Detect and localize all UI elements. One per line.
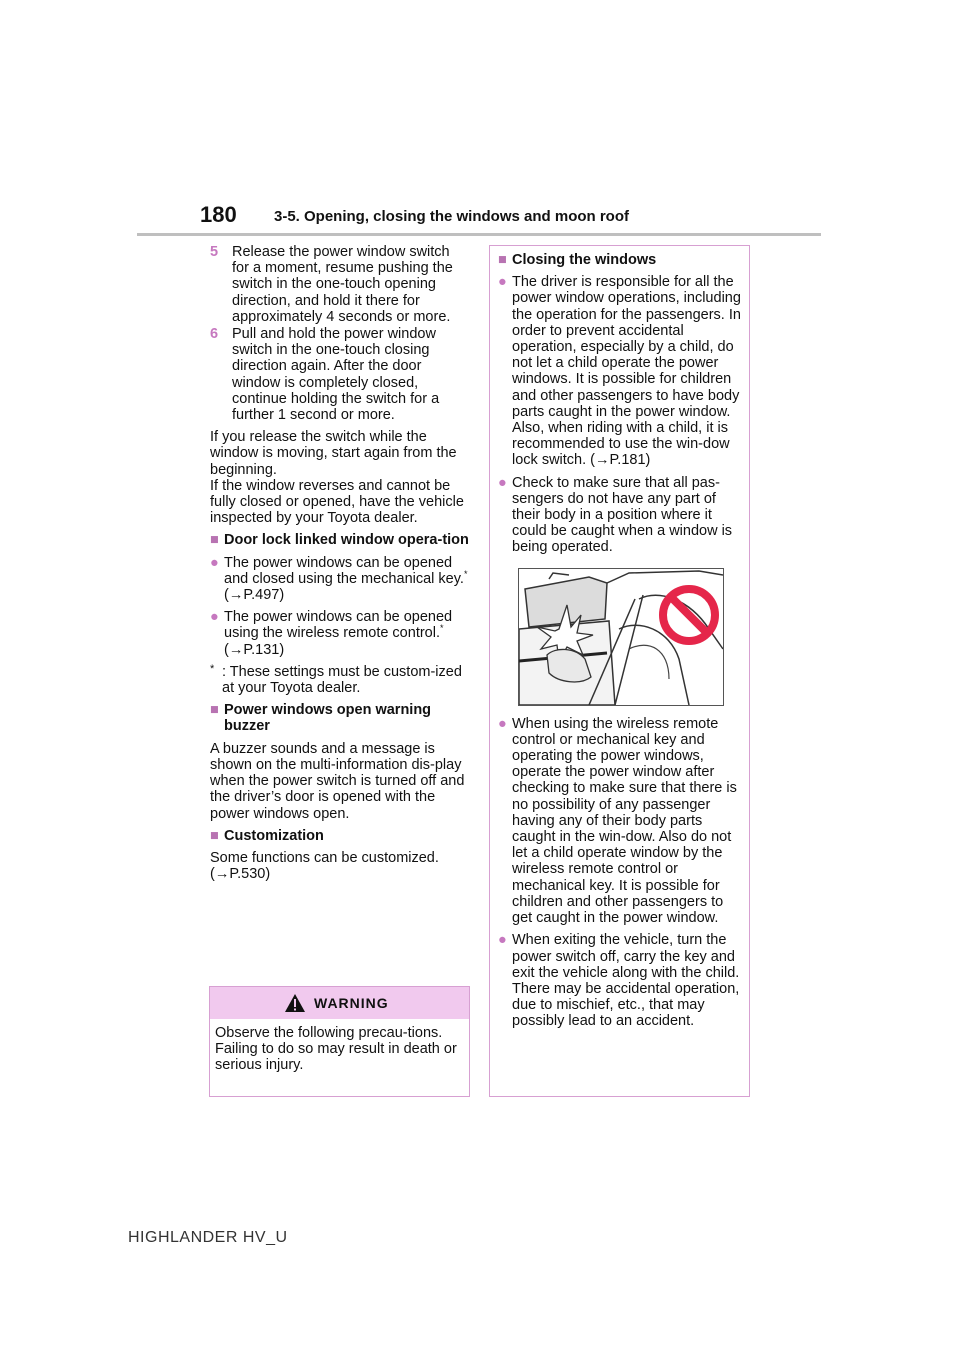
bullet-dot-icon: ● [498, 474, 507, 491]
bullet-dot-icon: ● [498, 932, 507, 949]
customization-paragraph: Some functions can be customized. (→P.530) [210, 849, 439, 883]
step-number: 5 [210, 244, 219, 260]
warning-line: Failing to do so may result in death or serious injury. [215, 1041, 457, 1074]
step-5 [210, 244, 470, 325]
closing-windows-content [498, 252, 743, 1036]
buzzer-paragraph: A buzzer sounds and a message is shown on the multi-information dis-play when the power switch is turned off and the driver’s door is opened with the power windows open. [210, 740, 465, 822]
warning-box [209, 986, 470, 1097]
footnote: * : These settings must be custom-ized at your Toyota dealer. [210, 662, 462, 697]
square-bullet-icon: ■ [210, 827, 219, 844]
asterisk-mark: * [463, 569, 468, 580]
bullet-wireless-remote-caution: ● When using the wireless remote control or mechanical key and operating the power windows, operate the power window after checking to make sure that there is no possibility of any passenger having any of their body parts caught in the win-dow. Also do not let a child operate window by the wireless remote control or mechanical key. It is possible for children and other passengers to get caught in the power window. [498, 715, 737, 927]
page-footer: HIGHLANDER HV_U [128, 1229, 288, 1246]
hand-caught-in-window-drawing [519, 569, 723, 705]
bullet-driver-responsible: ● The driver is responsible for all the power window operations, including the operation for the passengers. In order to prevent accidental operation, especially by a child, do not let a child operate the power windows. It is possible for children and other passengers to have body parts caught in the power window. Also, when riding with a child, it is recommended to use the win-dow lock switch. (→P.181) [498, 274, 741, 469]
heading-customization: ■ Customization [210, 827, 324, 844]
step-text: Pull and hold the power window switch in the one-touch closing direction again. After the door window is completely closed, continue holding the switch for a further 1 second or more. [232, 326, 440, 424]
left-column [210, 244, 470, 888]
warning-triangle-icon [284, 993, 306, 1013]
window-pinch-illustration [518, 568, 724, 706]
asterisk-mark: * [440, 623, 444, 634]
square-bullet-icon: ■ [498, 252, 507, 268]
page-reference: (→P.131) [224, 641, 285, 658]
bullet-wireless-remote: ● The power windows can be opened using the wireless remote control.* (→P.131) [210, 609, 453, 658]
header-divider [137, 233, 821, 236]
bullet-dot-icon: ● [498, 715, 507, 732]
closing-windows-box [489, 245, 750, 1097]
step-number: 6 [210, 326, 219, 343]
bullet-dot-icon: ● [210, 609, 219, 626]
step-text: Release the power window switch for a moment, resume pushing the switch in the one-touch opening direction, and hold it there for approximately 4 seconds or more. [232, 244, 453, 325]
square-bullet-icon: ■ [210, 702, 219, 719]
heading-buzzer: ■ Power windows open warning buzzer [210, 702, 432, 735]
asterisk-mark: * [210, 662, 215, 675]
page-number: 180 [200, 202, 237, 227]
square-bullet-icon: ■ [210, 532, 219, 549]
warning-header [210, 987, 469, 1019]
warning-title: WARNING [314, 995, 389, 1011]
heading-closing-windows: ■ Closing the windows [498, 252, 657, 268]
heading-door-lock: ■ Door lock linked window opera-tion [210, 532, 469, 549]
bullet-mechanical-key: ● The power windows can be opened and closed using the mechanical key.* (→P.497) [210, 554, 468, 604]
bullet-check-passengers: ● Check to make sure that all pas-sengers do not have any part of their body in a position where it could be caught when a window is being operated. [498, 474, 733, 556]
bullet-dot-icon: ● [210, 554, 219, 571]
page-reference: (→P.497) [224, 587, 285, 604]
bullet-dot-icon: ● [498, 274, 507, 291]
restart-paragraph: If you release the switch while the window is moving, start again from the beginning. [210, 429, 457, 478]
reverse-paragraph: If the window reverses and cannot be fully closed or opened, have the vehicle inspected by your Toyota dealer. [210, 477, 464, 527]
section-title: 3-5. Opening, closing the windows and moon roof [274, 208, 630, 225]
warning-body [215, 1025, 463, 1074]
step-6 [210, 326, 470, 423]
warning-line: Observe the following precau-tions. [215, 1025, 443, 1041]
bullet-exiting-vehicle: ● When exiting the vehicle, turn the power switch off, carry the key and exit the vehicle along with the child. There may be accidental operation, due to mischief, etc., that may possibly lead to an accident. [498, 932, 740, 1030]
